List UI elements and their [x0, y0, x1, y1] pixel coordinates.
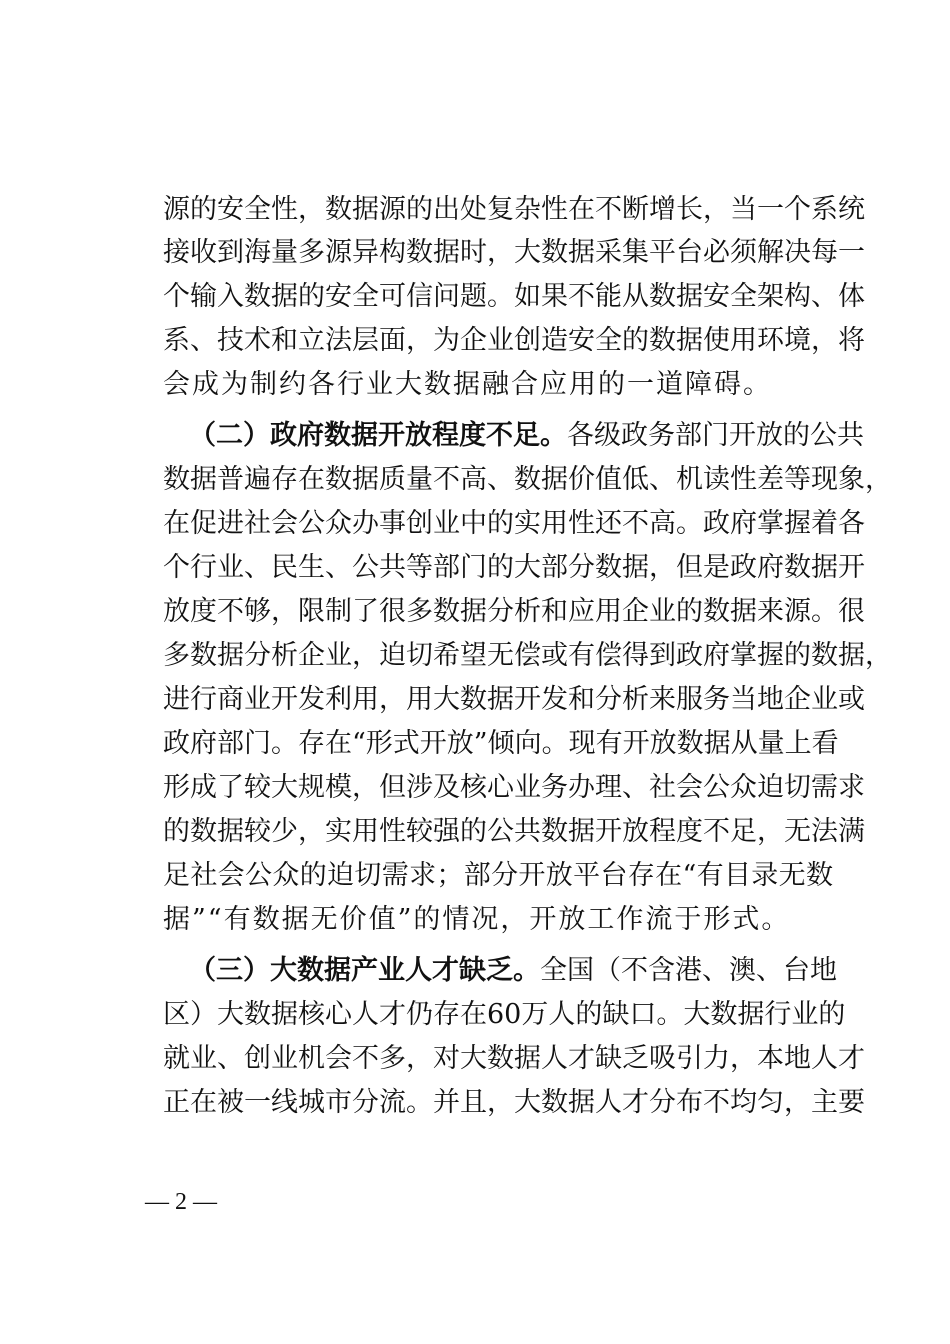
body-line: 在促进社会公众办事创业中的实用性还不高。政府掌握着各: [163, 508, 865, 539]
body-line: 足社会公众的迫切需求；部分开放平台存在“有目录无数: [163, 860, 833, 891]
section-3-lead-text: 全国（不含港、澳、台地: [540, 955, 837, 986]
body-line: 个行业、民生、公共等部门的大部分数据，但是政府数据开: [163, 552, 865, 583]
body-line: 放度不够，限制了很多数据分析和应用企业的数据来源。很: [163, 596, 865, 627]
body-line: 就业、创业机会不多，对大数据人才缺乏吸引力，本地人才: [163, 1043, 865, 1074]
section-2-heading: （二）政府数据开放程度不足。: [189, 420, 567, 451]
body-line: 据”“有数据无价值”的情况，开放工作流于形式。: [163, 904, 791, 935]
body-line: 形成了较大规模，但涉及核心业务办理、社会公众迫切需求: [163, 772, 865, 803]
body-line: 正在被一线城市分流。并且，大数据人才分布不均匀，主要: [163, 1087, 865, 1118]
section-2-first-line: [189, 416, 864, 456]
section-3-first-line: [189, 951, 837, 991]
section-3-heading: （三）大数据产业人才缺乏。: [189, 955, 540, 986]
body-line: 区）大数据核心人才仍存在60万人的缺口。大数据行业的: [163, 999, 846, 1030]
body-line: 源的安全性，数据源的出处复杂性在不断增长，当一个系统: [163, 194, 865, 225]
body-line: 个输入数据的安全可信问题。如果不能从数据安全架构、体: [163, 281, 865, 312]
body-line: 多数据分析企业，迫切希望无偿或有偿得到政府掌握的数据，: [163, 640, 892, 671]
body-line: 的数据较少，实用性较强的公共数据开放程度不足，无法满: [163, 816, 865, 847]
body-line: 接收到海量多源异构数据时，大数据采集平台必须解决每一: [163, 237, 865, 268]
body-line: 系、技术和立法层面，为企业创造安全的数据使用环境，将: [163, 325, 865, 356]
body-line: 会成为制约各行业大数据融合应用的一道障碍。: [163, 369, 772, 400]
section-2-lead-text: 各级政务部门开放的公共: [567, 420, 864, 451]
body-line: 进行商业开发利用，用大数据开发和分析来服务当地企业或: [163, 684, 865, 715]
body-line: 数据普遍存在数据质量不高、数据价值低、机读性差等现象，: [163, 464, 892, 495]
page-number: — 2 —: [145, 1189, 217, 1215]
body-line: 政府部门。存在“形式开放”倾向。现有开放数据从量上看: [163, 728, 839, 759]
